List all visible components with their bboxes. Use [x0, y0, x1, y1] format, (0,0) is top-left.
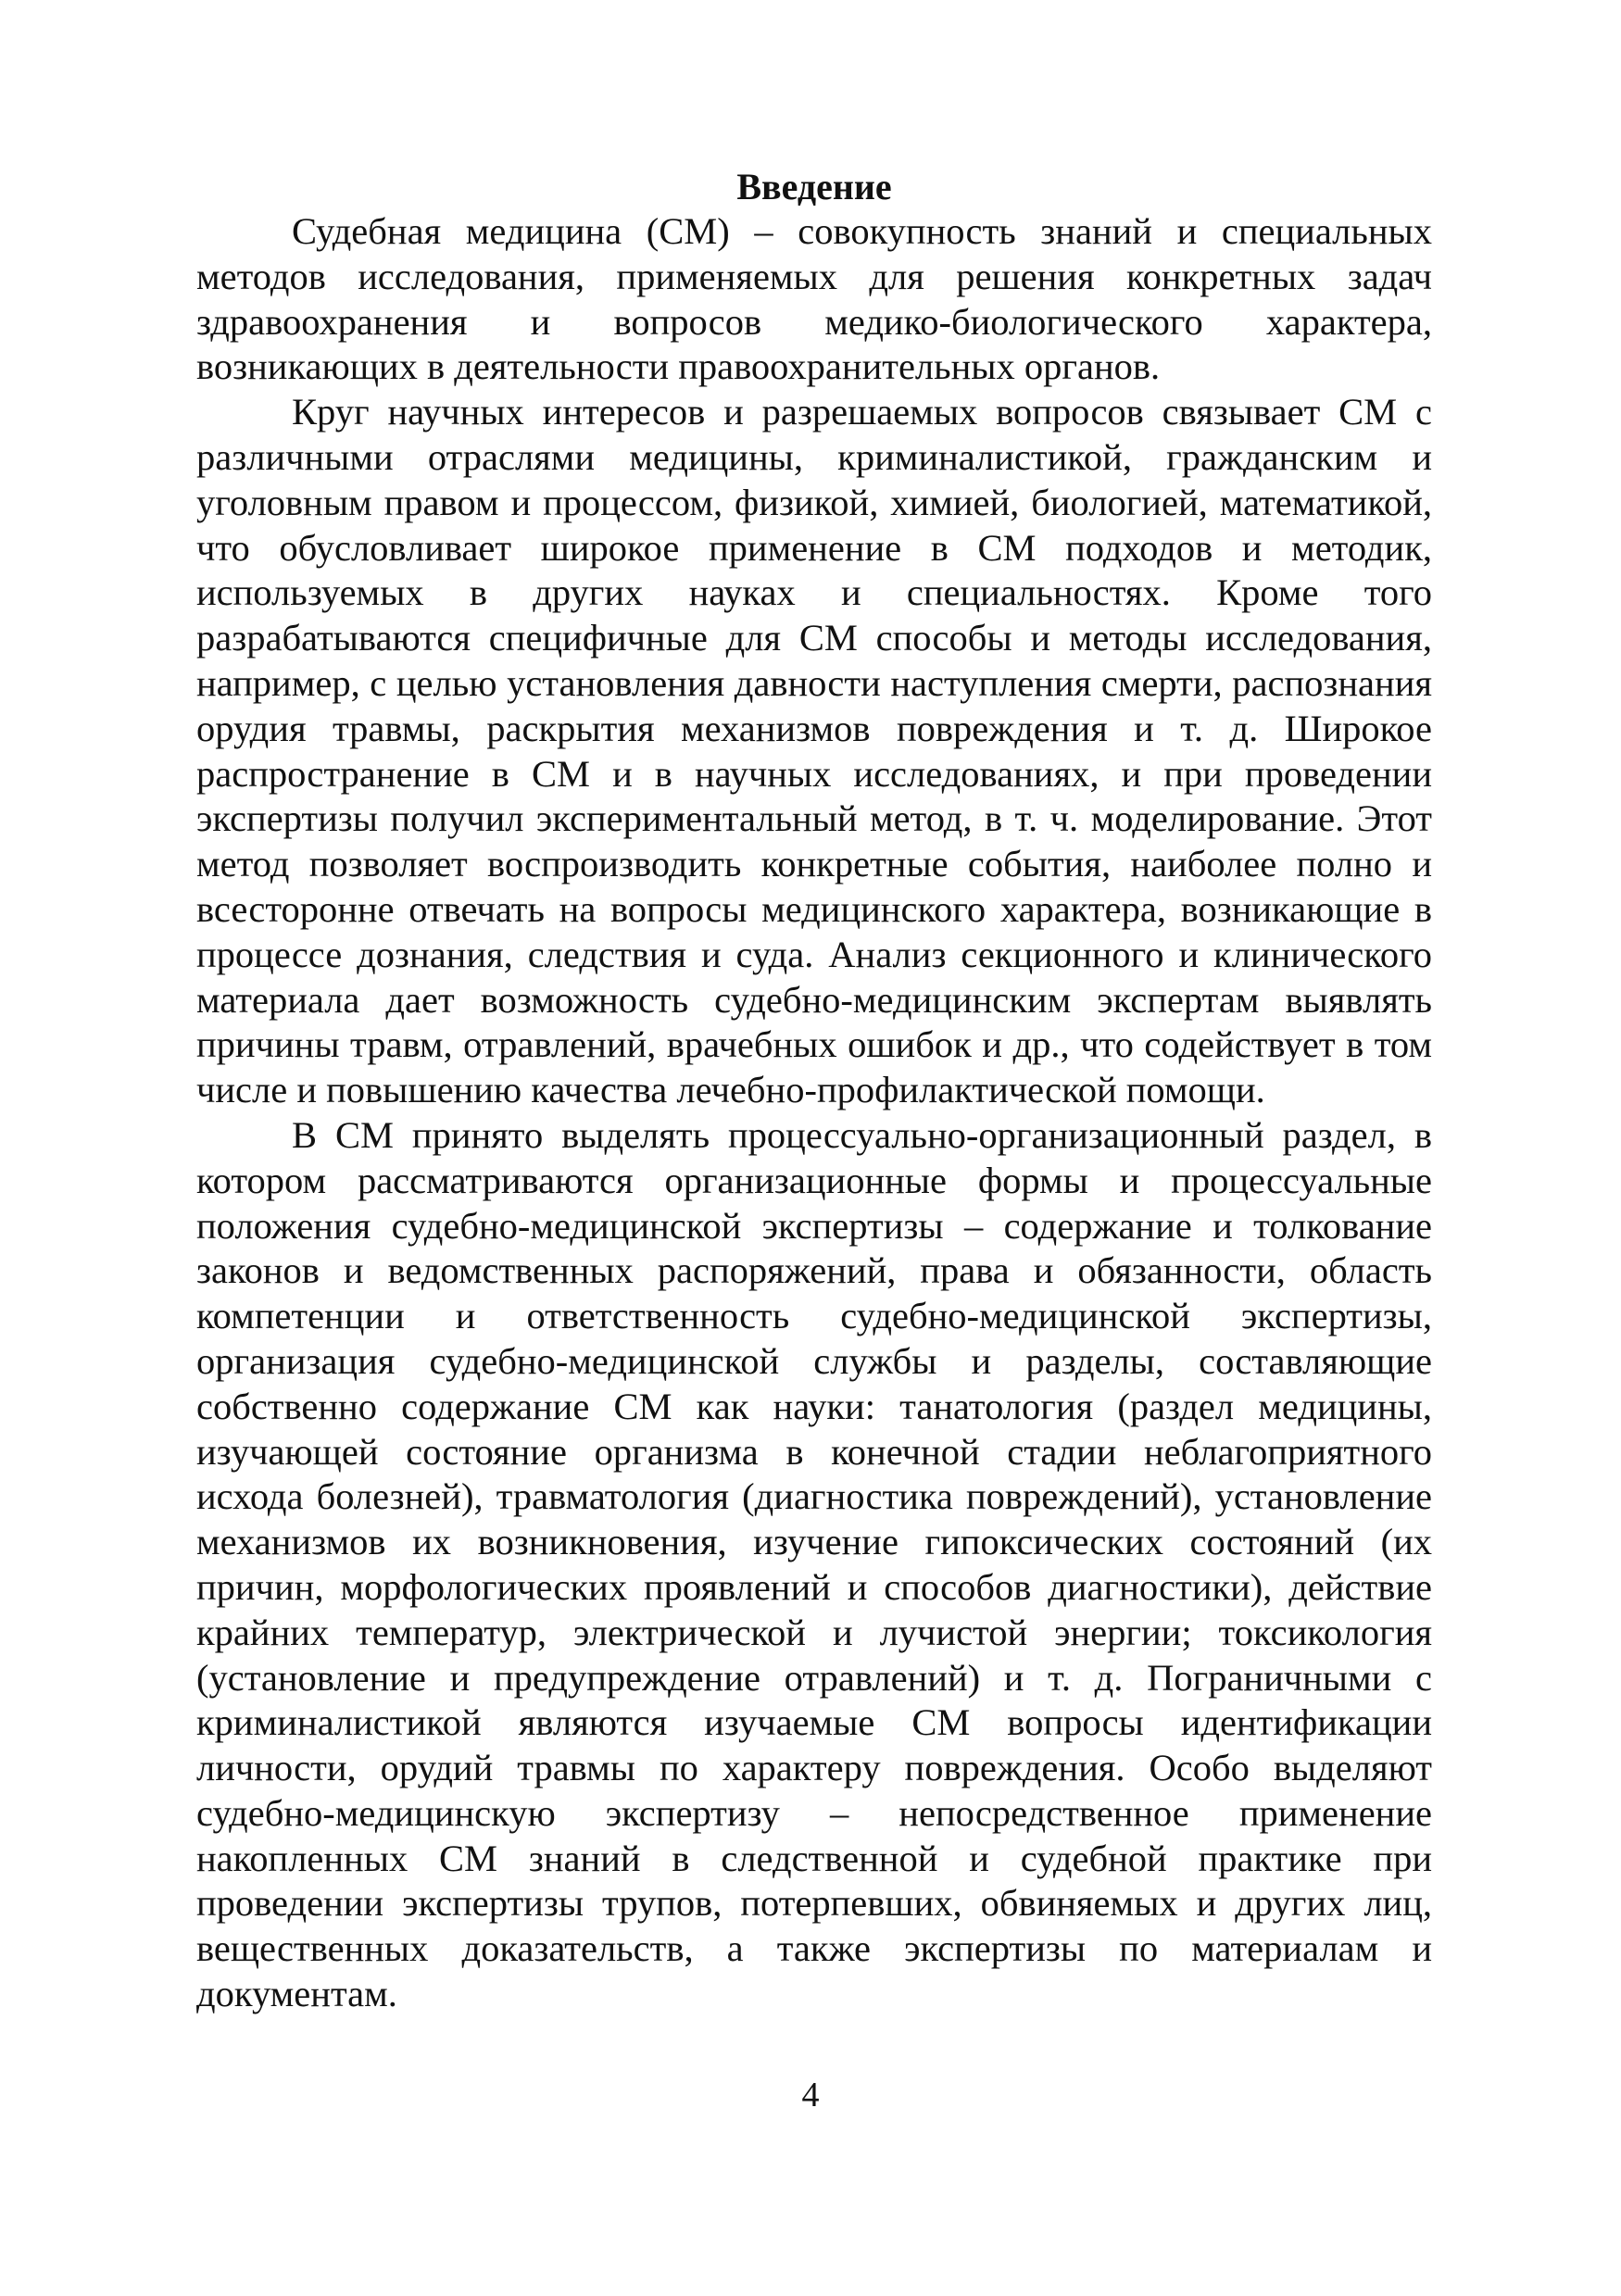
- page-content: [196, 165, 1432, 2017]
- section-title: Введение: [736, 166, 892, 207]
- paragraph-definition: Судебная медицина (СМ) – совокупность знаний и специальных методов исследования, применяемых для решения конкретных задач здравоохранения и вопросов медико-биологического характера, возникающих в деятельности правоохранительных органов.: [196, 210, 1432, 388]
- paragraph-scope: Круг научных интересов и разрешаемых вопросов связывает СМ с различными отраслями медицины, криминалистикой, гражданским и уголовным правом и процессом, физикой, химией, биологией, математикой, что обусловливает широкое применение в СМ подходов и методик, используемых в других науках и специальностях. Кроме того разрабатываются специфичные для СМ способы и методы исследования, например, с целью установления давности наступления смерти, распознания орудия травмы, раскрытия механизмов повреждения и т. д. Широкое распространение в СМ и в научных исследованиях, и при проведении экспертизы получил экспериментальный метод, в т. ч. моделирование. Этот метод позволяет воспроизводить конкретные события, наиболее полно и всесторонне отвечать на вопросы медицинского характера, возникающие в процессе дознания, следствия и суда. Анализ секционного и клинического материала дает возможность судебно-медицинским экспертам выявлять причины травм, отравлений, врачебных ошибок и др., что содействует в том числе и повышению качества лечебно-профилактической помощи.: [196, 391, 1432, 1111]
- page-number: 4: [801, 2076, 820, 2114]
- paragraph-sections: В СМ принято выделять процессуально-организационный раздел, в котором рассматриваются организационные формы и процессуальные положения судебно-медицинской экспертизы – содержание и толкование законов и ведомственных распоряжений, права и обязанности, область компетенции и ответственность судебно-медицинской экспертизы, организация судебно-медицинской службы и разделы, составляющие собственно содержание СМ как науки: танатология (раздел медицины, изучающей состояние организма в конечной стадии неблагоприятного исхода болезней), травматология (диагностика повреждений), установление механизмов их возникновения, изучение гипоксических состояний (их причин, морфологических проявлений и способов диагностики), действие крайних температур, электрической и лучистой энергии; токсикология (установление и предупреждение отравлений) и т. д. Пограничными с криминалистикой являются изучаемые СМ вопросы идентификации личности, орудий травмы по характеру повреждения. Особо выделяют судебно-медицинскую экспертизу – непосредственное применение накопленных СМ знаний в следственной и судебной практике при проведении экспертизы трупов, потерпевших, обвиняемых и других лиц, вещественных доказательств, а также экспертизы по материалам и документам.: [196, 1113, 1432, 2015]
